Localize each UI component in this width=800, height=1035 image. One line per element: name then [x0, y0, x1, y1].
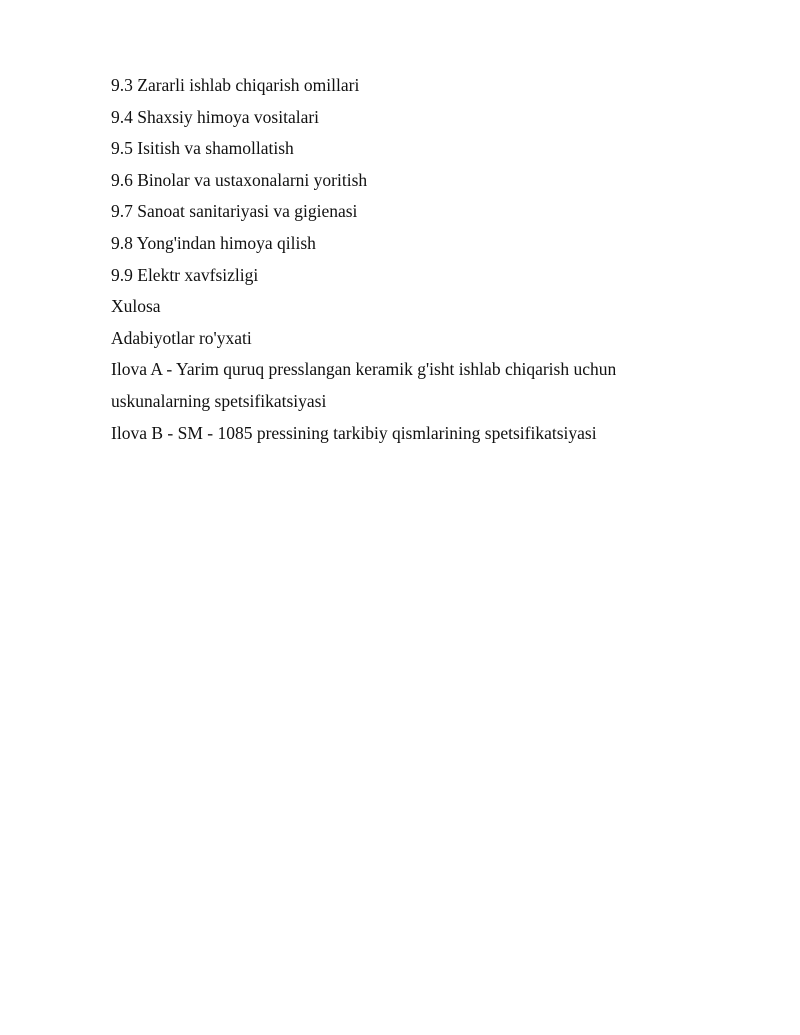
- toc-entry-9-3: 9.3 Zararli ishlab chiqarish omillari: [111, 75, 360, 95]
- toc-entry-9-8: 9.8 Yong'indan himoya qilish: [111, 232, 316, 253]
- toc-entry-9-6: 9.6 Binolar va ustaxonalarni yoritish: [111, 169, 368, 190]
- toc-entry-9-5: 9.5 Isitish va shamollatish: [111, 138, 294, 159]
- toc-entry-9-9: 9.9 Elektr xavfsizligi: [111, 264, 259, 285]
- toc-entry-appendix-a: Ilova A - Yarim quruq presslangan keramik g'isht ishlab chiqarish uchun: [111, 359, 617, 380]
- table-of-contents: [111, 72, 711, 451]
- toc-entry-9-7: 9.7 Sanoat sanitariyasi va gigienasi: [111, 201, 358, 222]
- toc-entry-9-4: 9.4 Shaxsiy himoya vositalari: [111, 106, 320, 127]
- toc-entry-conclusion: Xulosa: [111, 296, 161, 317]
- toc-entry-appendix-a-continued: uskunalarning spetsifikatsiyasi: [111, 390, 327, 411]
- toc-entry-references: Adabiyotlar ro'yxati: [111, 327, 252, 348]
- toc-entry-appendix-b: Ilova B - SM - 1085 pressining tarkibiy qismlarining spetsifikatsiyasi: [111, 422, 597, 443]
